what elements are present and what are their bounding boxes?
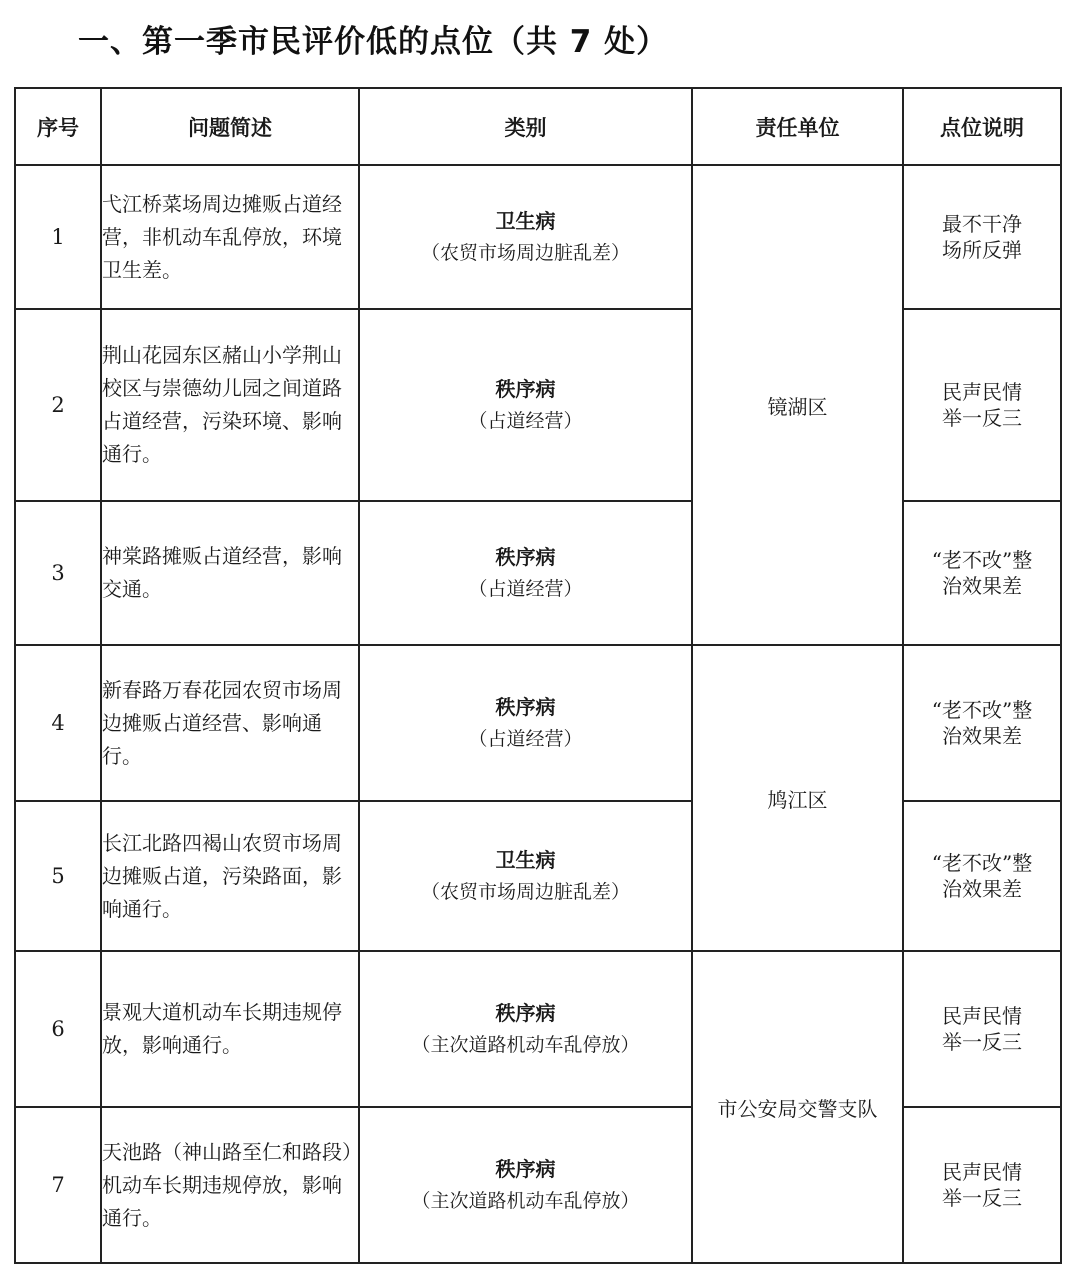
note-line: 治效果差: [942, 574, 1022, 598]
note-line: 最不干净: [942, 212, 1022, 236]
row-num: 6: [15, 951, 101, 1107]
row-desc: 神棠路摊贩占道经营，影响交通。: [101, 501, 359, 645]
row-desc: 弋江桥菜场周边摊贩占道经营，非机动车乱停放，环境卫生差。: [101, 165, 359, 309]
category-sub: （主次道路机动车乱停放）: [411, 1190, 640, 1212]
note-line: “老不改”整: [931, 698, 1033, 722]
unit-police: 市公安局交警支队: [692, 951, 903, 1263]
category-main: 秩序病: [495, 545, 556, 569]
row-desc: 荆山花园东区赭山小学荆山校区与崇德幼儿园之间道路占道经营，污染环境、影响通行。: [101, 309, 359, 501]
category-sub: （占道经营）: [468, 578, 583, 600]
row-desc: 天池路（神山路至仁和路段）机动车长期违规停放，影响通行。: [101, 1107, 359, 1263]
row-num: 3: [15, 501, 101, 645]
note-line: 治效果差: [942, 877, 1022, 901]
row-desc: 新春路万春花园农贸市场周边摊贩占道经营、影响通行。: [101, 645, 359, 801]
row-num: 2: [15, 309, 101, 501]
unit-jinghu: 镜湖区: [692, 165, 903, 645]
category-main: 卫生病: [495, 209, 556, 233]
row-note: [903, 165, 1061, 309]
note-line: 治效果差: [942, 724, 1022, 748]
row-desc: 景观大道机动车长期违规停放，影响通行。: [101, 951, 359, 1107]
row-num: 7: [15, 1107, 101, 1263]
note-line: “老不改”整: [931, 851, 1033, 875]
row-num: 1: [15, 165, 101, 309]
row-category: [359, 165, 692, 309]
row-category: [359, 645, 692, 801]
header-note: 点位说明: [903, 88, 1061, 165]
table-row: [15, 645, 1061, 801]
category-sub: （主次道路机动车乱停放）: [411, 1034, 640, 1056]
unit-jiujiang: 鸠江区: [692, 645, 903, 951]
table-row: [15, 951, 1061, 1107]
row-category: [359, 309, 692, 501]
row-category: [359, 501, 692, 645]
table-row: [15, 501, 1061, 645]
page-title: 一、第一季市民评价低的点位（共 7 处）: [78, 24, 669, 60]
category-main: 秩序病: [495, 1157, 556, 1181]
category-sub: （占道经营）: [468, 728, 583, 750]
category-sub: （农贸市场周边脏乱差）: [420, 242, 630, 264]
header-category: 类别: [359, 88, 692, 165]
header-desc: 问题简述: [101, 88, 359, 165]
row-num: 5: [15, 801, 101, 951]
note-line: 举一反三: [942, 1030, 1022, 1054]
table-row: [15, 165, 1061, 309]
category-sub: （农贸市场周边脏乱差）: [420, 881, 630, 903]
category-main: 秩序病: [495, 377, 556, 401]
note-line: 民声民情: [942, 1004, 1022, 1028]
row-note: [903, 309, 1061, 501]
row-category: [359, 801, 692, 951]
row-category: [359, 951, 692, 1107]
note-line: 民声民情: [942, 1160, 1022, 1184]
category-main: 秩序病: [495, 1001, 556, 1025]
row-note: [903, 1107, 1061, 1263]
row-num: 4: [15, 645, 101, 801]
note-line: 举一反三: [942, 1186, 1022, 1210]
header-unit: 责任单位: [692, 88, 903, 165]
row-note: [903, 645, 1061, 801]
row-note: [903, 801, 1061, 951]
category-sub: （占道经营）: [468, 410, 583, 432]
table-row: [15, 309, 1061, 501]
table-row: [15, 801, 1061, 951]
row-note: [903, 951, 1061, 1107]
row-desc: 长江北路四褐山农贸市场周边摊贩占道，污染路面，影响通行。: [101, 801, 359, 951]
row-note: [903, 501, 1061, 645]
row-category: [359, 1107, 692, 1263]
table-row: [15, 1107, 1061, 1263]
note-line: 场所反弹: [942, 238, 1022, 262]
evaluation-table: [14, 87, 1062, 1264]
header-num: 序号: [15, 88, 101, 165]
note-line: “老不改”整: [931, 548, 1033, 572]
note-line: 举一反三: [942, 406, 1022, 430]
category-main: 卫生病: [495, 848, 556, 872]
note-line: 民声民情: [942, 380, 1022, 404]
table-header-row: [15, 88, 1061, 165]
category-main: 秩序病: [495, 695, 556, 719]
